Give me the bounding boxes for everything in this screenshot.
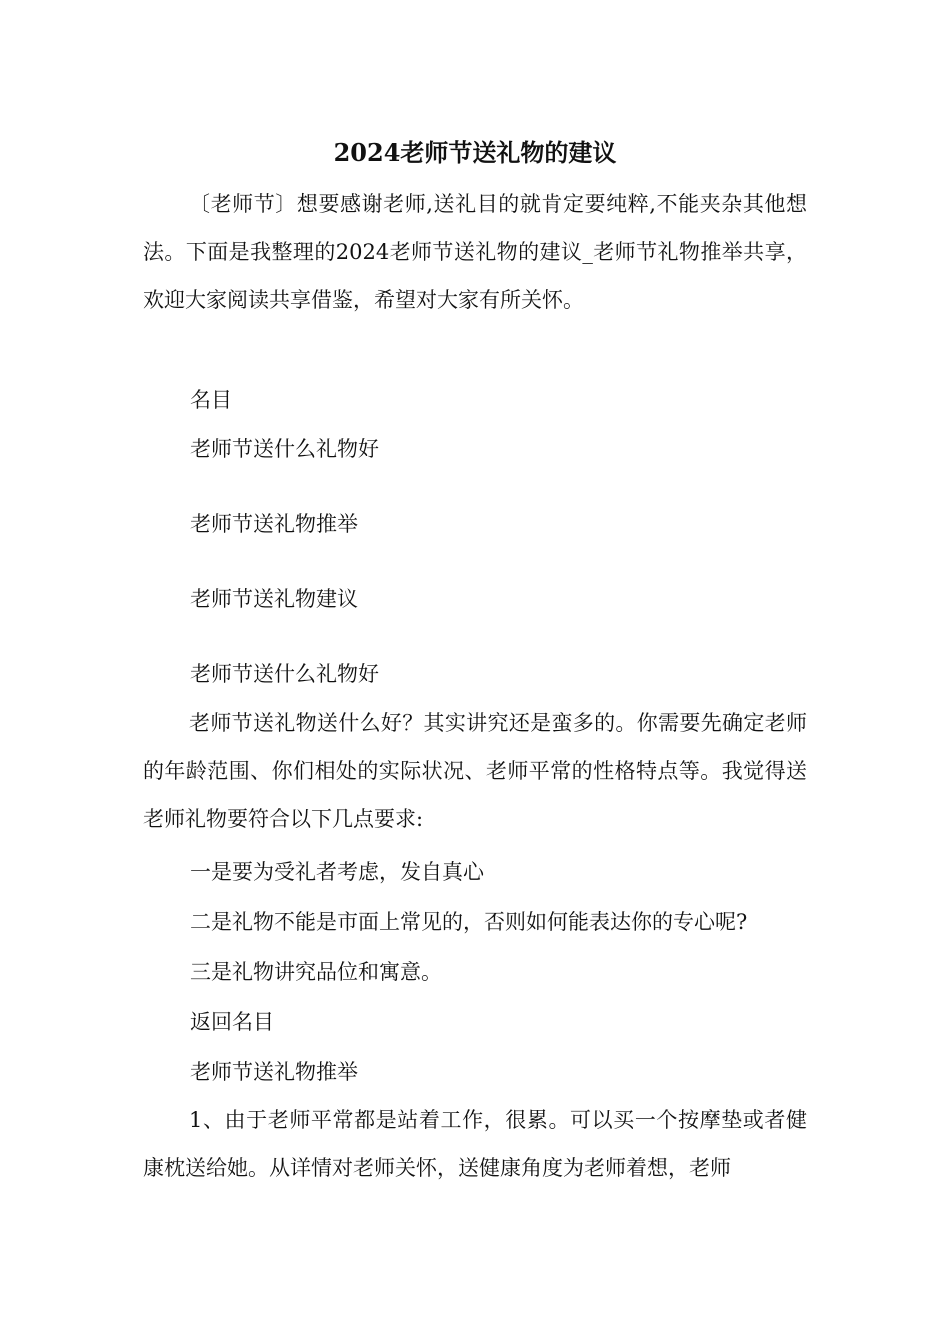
section2-heading: 老师节送礼物推举 — [190, 1060, 358, 1084]
toc-heading: 名目 — [190, 388, 232, 412]
toc-item-recommendation[interactable]: 老师节送礼物推举 — [190, 512, 358, 536]
section1-heading: 老师节送什么礼物好 — [190, 662, 379, 686]
toc-item-suggestion[interactable]: 老师节送礼物建议 — [190, 587, 358, 611]
point-1: 一是要为受礼者考虑，发自真心 — [190, 860, 484, 884]
point-3: 三是礼物讲究品位和寓意。 — [190, 960, 442, 984]
point-2: 二是礼物不能是市面上常见的，否则如何能表达你的专心呢? — [190, 910, 748, 934]
section2-paragraph: 1、由于老师平常都是站着工作，很累。可以买一个按摩垫或者健康枕送给她。从详情对老师关怀，送健康角度为老师着想，老师 — [143, 1108, 807, 1180]
intro-paragraph: 〔老师节〕想要感谢老师,送礼目的就肯定要纯粹,不能夹杂其他想法。下面是我整理的2024老师节送礼物的建议_老师节礼物推举共享，欢迎大家阅读共享借鉴，希望对大家有所关怀。 — [143, 192, 807, 312]
back-to-toc-link[interactable]: 返回名目 — [190, 1010, 274, 1034]
toc-item-what-gift[interactable]: 老师节送什么礼物好 — [190, 437, 379, 461]
document-title: 2024老师节送礼物的建议 — [333, 138, 617, 167]
section1-paragraph: 老师节送礼物送什么好？其实讲究还是蛮多的。你需要先确定老师的年龄范围、你们相处的实际状况、老师平常的性格特点等。我觉得送老师礼物要符合以下几点要求: — [143, 711, 807, 831]
